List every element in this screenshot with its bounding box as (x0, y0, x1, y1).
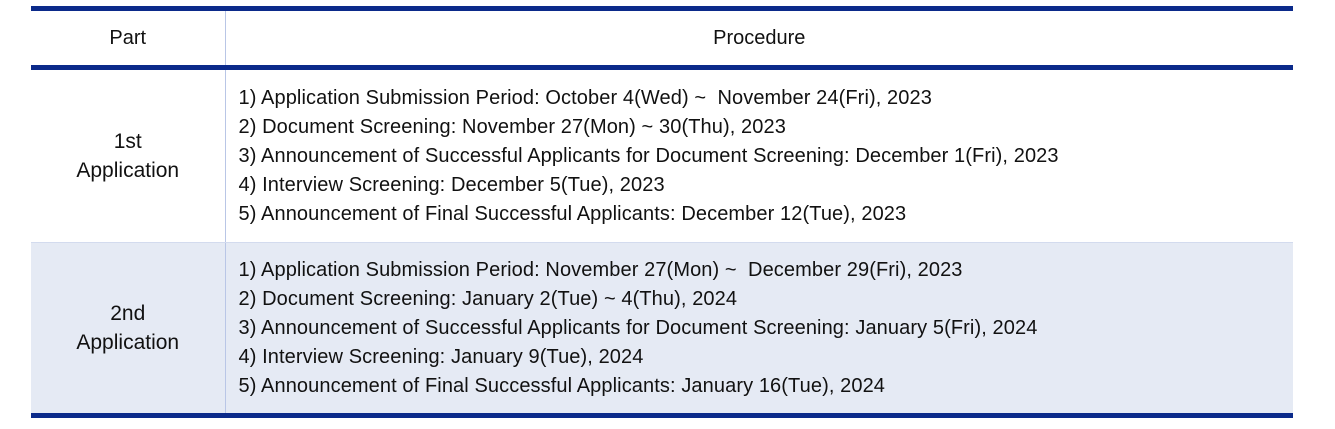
table-row (31, 243, 1293, 416)
procedure-step: 2) Document Screening: November 27(Mon) ~ 30(Thu), 2023 (238, 115, 786, 138)
header-part: Part (31, 9, 225, 68)
table-body (31, 68, 1293, 416)
procedure-cell (225, 243, 1293, 416)
procedure-step: 5) Announcement of Final Successful Applicants: December 12(Tue), 2023 (238, 202, 907, 225)
part-label-line1: 1st (113, 130, 142, 153)
schedule-table (31, 6, 1293, 418)
part-label-line2: Application (76, 159, 180, 182)
part-label-line2: Application (76, 331, 180, 354)
procedure-step: 4) Interview Screening: December 5(Tue), 2023 (238, 173, 665, 196)
procedure-step: 3) Announcement of Successful Applicants for Document Screening: December 1(Fri), 2023 (238, 144, 1059, 167)
procedure-step: 5) Announcement of Final Successful Applicants: January 16(Tue), 2024 (238, 374, 886, 397)
header-row (31, 9, 1293, 68)
procedure-cell (225, 68, 1293, 243)
part-cell (31, 68, 225, 243)
procedure-step: 3) Announcement of Successful Applicants for Document Screening: January 5(Fri), 2024 (238, 316, 1038, 339)
schedule-table-container (31, 6, 1293, 418)
procedure-step: 2) Document Screening: January 2(Tue) ~ 4(Thu), 2024 (238, 287, 738, 310)
procedure-step: 1) Application Submission Period: November 27(Mon) ~ December 29(Fri), 2023 (238, 258, 963, 281)
table-row (31, 68, 1293, 243)
procedure-step: 4) Interview Screening: January 9(Tue), 2024 (238, 345, 644, 368)
part-label-line1: 2nd (110, 302, 146, 325)
procedure-steps (239, 256, 1294, 401)
procedure-steps (239, 84, 1294, 229)
part-cell (31, 243, 225, 416)
procedure-step: 1) Application Submission Period: October 4(Wed) ~ November 24(Fri), 2023 (238, 86, 932, 109)
header-procedure: Procedure (225, 9, 1293, 68)
table-header (31, 9, 1293, 68)
